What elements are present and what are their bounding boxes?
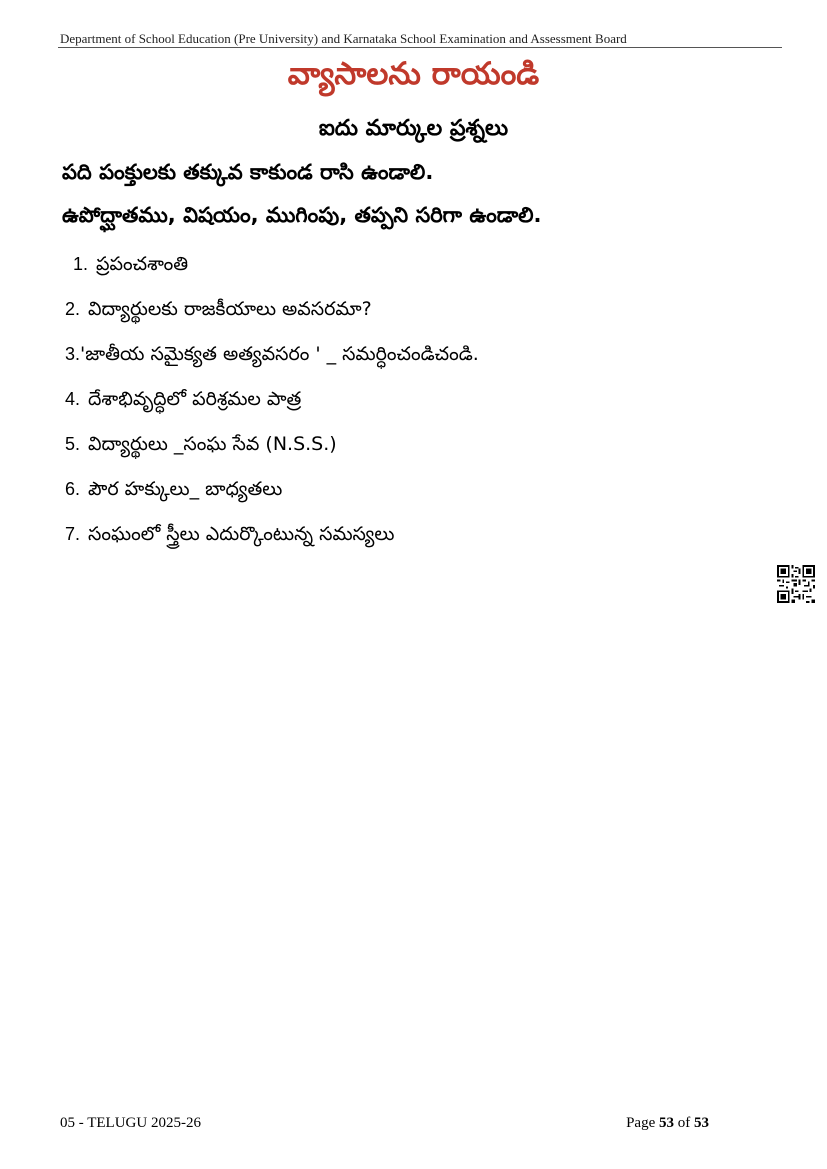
question-list [65, 247, 479, 562]
question-text: సంఘంలో స్త్రీలు ఎదుర్కొంటున్న సమస్యలు [88, 523, 395, 545]
question-text: విద్యార్థులు _సంఘ సేవ (N.S.S.) [88, 433, 337, 455]
page-subtitle: ఐదు మార్కుల ప్రశ్నలు [318, 116, 509, 141]
question-number: 1. [73, 254, 89, 274]
question-number: 6. [65, 479, 81, 499]
question-text: 'జాతీయ సమైక్యత అత్యవసరం ' _ సమర్ధించండిచండి. [80, 343, 479, 365]
question-item [65, 337, 479, 382]
question-text: విద్యార్థులకు రాజకీయాలు అవసరమా? [88, 298, 372, 320]
footer-page-current: 53 [659, 1115, 674, 1131]
question-item [65, 382, 479, 427]
footer-page-of: of [677, 1115, 691, 1131]
qr-code-icon[interactable] [777, 565, 815, 603]
question-item [65, 517, 479, 562]
page-title: వ్యాసాలను రాయండి [287, 56, 540, 92]
question-number: 5. [65, 434, 81, 454]
footer-page-word: Page [626, 1115, 656, 1131]
instruction-1: పది పంక్తులకు తక్కువ కాకుండ రాసి ఉండాలి. [62, 160, 434, 184]
question-number: 4. [65, 389, 81, 409]
question-item [65, 292, 479, 337]
question-text: పౌర హక్కులు_ బాధ్యతలు [88, 478, 283, 500]
footer-page-number [626, 1115, 709, 1132]
instruction-2: ఉపోద్ఘాతము, విషయం, ముగింపు, తప్పని సరిగా ఉండాలి. [62, 203, 542, 227]
question-text: ప్రపంచశాంతి [96, 253, 189, 275]
question-text: దేశాభివృద్ధిలో పరిశ్రమల పాత్ర [88, 388, 302, 410]
question-item [65, 247, 479, 292]
footer-subject: 05 - TELUGU 2025-26 [60, 1115, 201, 1131]
header-board-line: Department of School Education (Pre University) and Karnataka School Examination and Assessment Board [60, 31, 627, 46]
question-item [65, 472, 479, 517]
question-number: 2. [65, 299, 81, 319]
footer-page-total: 53 [694, 1115, 709, 1131]
question-item [65, 427, 479, 472]
header-rule [58, 47, 782, 48]
question-number: 7. [65, 524, 81, 544]
question-number: 3. [65, 344, 81, 364]
